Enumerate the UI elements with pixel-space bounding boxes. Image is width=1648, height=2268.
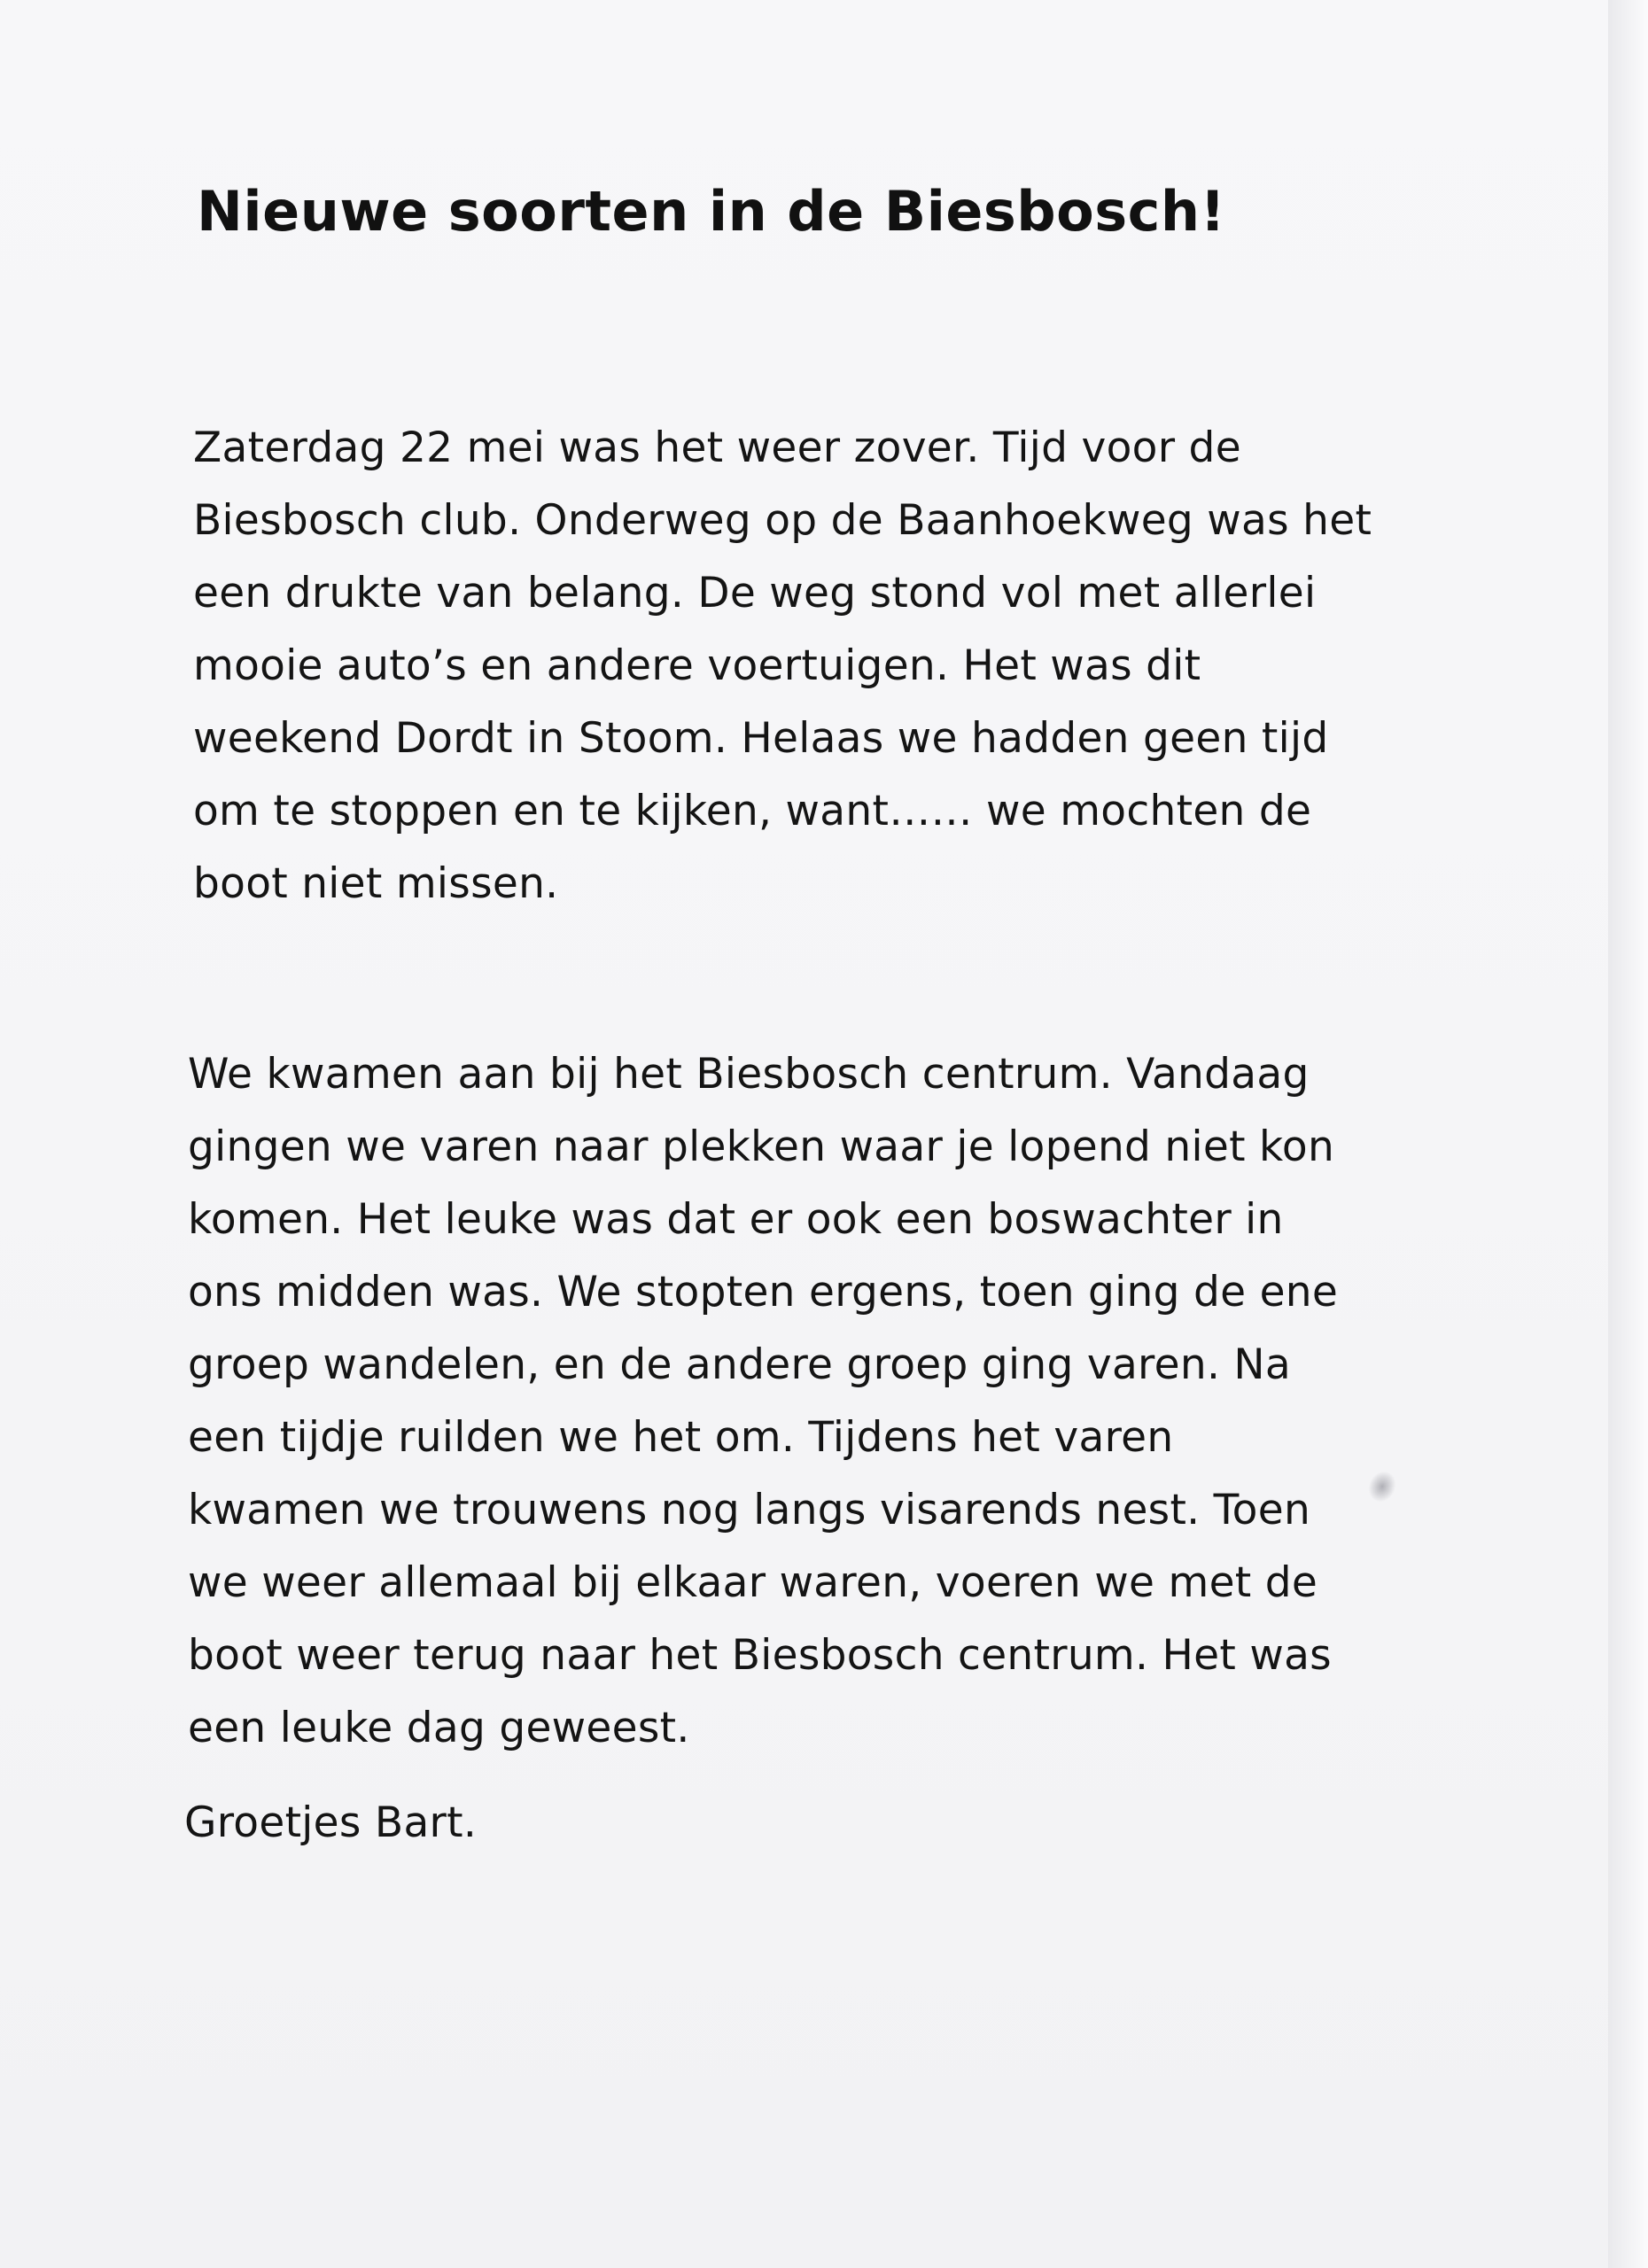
text-line: een tijdje ruilden we het om. Tijdens het varen <box>188 1413 1174 1462</box>
scan-speck <box>1364 1466 1401 1506</box>
text-line: We kwamen aan bij het Biesbosch centrum. Vandaag <box>188 1050 1310 1099</box>
text-line: gingen we varen naar plekken waar je lopend niet kon <box>188 1122 1335 1171</box>
text-line: weekend Dordt in Stoom. Helaas we hadden geen tijd <box>193 714 1329 763</box>
text-line: boot niet missen. <box>193 859 559 908</box>
paragraph <box>188 1038 1338 1765</box>
scan-edge <box>1608 0 1648 2268</box>
paragraph <box>193 412 1372 920</box>
text-line: we weer allemaal bij elkaar waren, voeren we met de <box>188 1558 1318 1607</box>
text-line: Zaterdag 22 mei was het weer zover. Tijd voor de <box>193 423 1241 472</box>
text-line: ons midden was. We stopten ergens, toen ging de ene <box>188 1268 1339 1317</box>
text-line: om te stoppen en te kijken, want…… we mochten de <box>193 787 1312 835</box>
page-title: Nieuwe soorten in de Biesbosch! <box>197 179 1226 244</box>
text-line: een leuke dag geweest. <box>188 1704 690 1752</box>
signoff: Groetjes Bart. <box>184 1798 478 1847</box>
text-line: groep wandelen, en de andere groep ging varen. Na <box>188 1340 1291 1389</box>
text-line: een drukte van belang. De weg stond vol met allerlei <box>193 569 1317 617</box>
text-line: Biesbosch club. Onderweg op de Baanhoekweg was het <box>193 496 1372 545</box>
text-line: mooie auto’s en andere voertuigen. Het was dit <box>193 641 1201 690</box>
text-line: boot weer terug naar het Biesbosch centrum. Het was <box>188 1631 1332 1680</box>
text-line: komen. Het leuke was dat er ook een boswachter in <box>188 1195 1284 1244</box>
text-line: kwamen we trouwens nog langs visarends nest. Toen <box>188 1486 1311 1534</box>
